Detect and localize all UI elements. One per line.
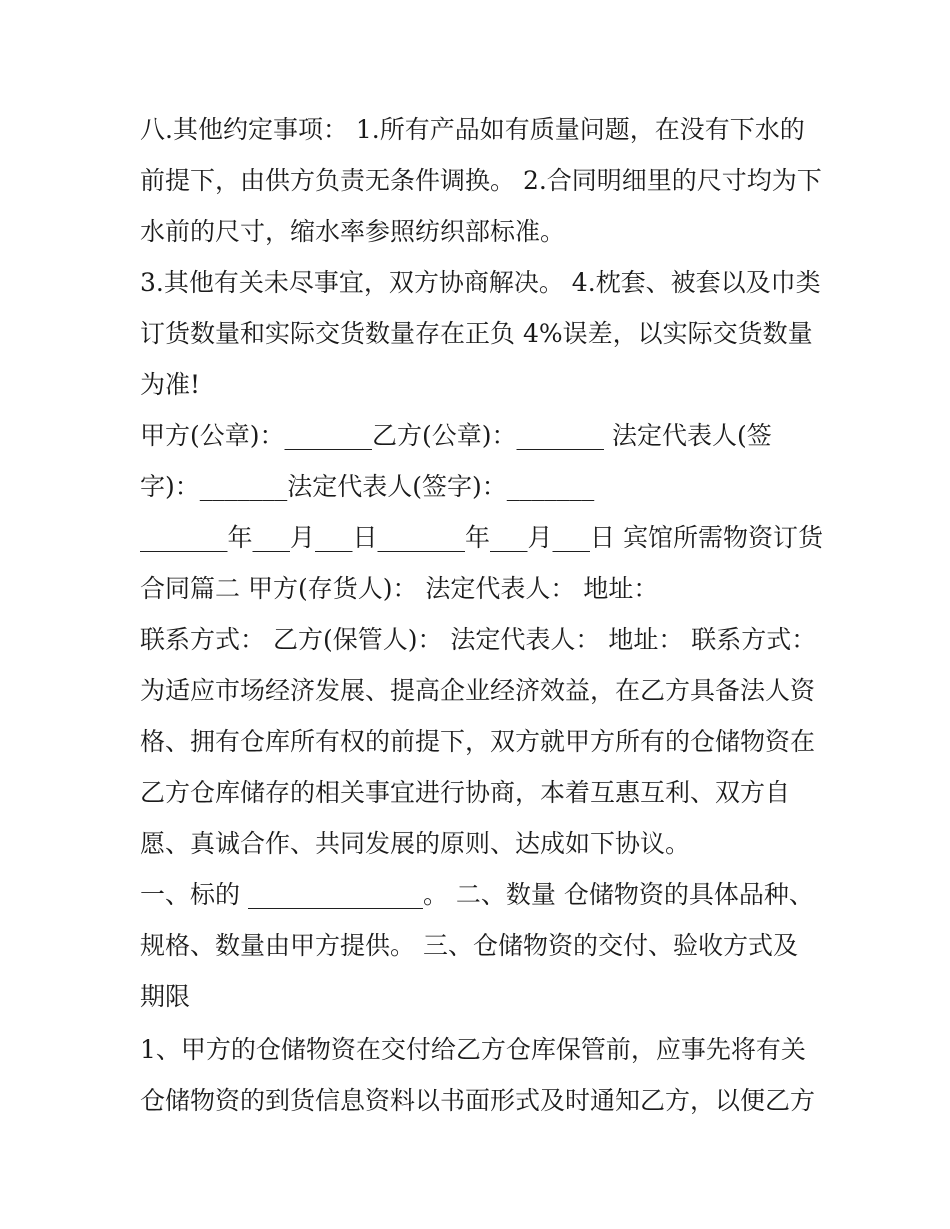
text-line: 水前的尺寸，缩水率参照纺织部标准。 xyxy=(140,217,566,246)
text-line: 规格、数量由甲方提供。 三、仓储物资的交付、验收方式及 xyxy=(140,931,798,960)
text-line: 一、标的 ______________。 二、数量 仓储物资的具体品种、 xyxy=(140,880,814,909)
text-line: 3.其他有关未尽事宜，双方协商解决。 4.枕套、被套以及巾类 xyxy=(140,268,821,297)
text-line: 愿、真诚合作、共同发展的原则、达成如下协议。 xyxy=(140,829,691,858)
text-line: 乙方仓库储存的相关事宜进行协商，本着互惠互利、双方自 xyxy=(140,778,791,807)
text-line: 甲方(公章)：_______乙方(公章)：_______ 法定代表人(签 xyxy=(140,421,772,450)
text-line: 为准! xyxy=(140,370,201,399)
text-line: 期限 xyxy=(140,982,191,1011)
text-line: 订货数量和实际交货数量存在正负 4%误差，以实际交货数量 xyxy=(140,319,813,348)
text-line: 八.其他约定事项： 1.所有产品如有质量问题，在没有下水的 xyxy=(140,115,805,144)
text-line: 仓储物资的到货信息资料以书面形式及时通知乙方，以便乙方 xyxy=(140,1086,816,1115)
text-line: 前提下，由供方负责无条件调换。 2.合同明细里的尺寸均为下 xyxy=(140,166,822,195)
text-line: 为适应市场经济发展、提高企业经济效益，在乙方具备法人资 xyxy=(140,676,816,705)
text-line: _______年___月___日_______年___月___日 宾馆所需物资订货 xyxy=(140,523,823,552)
document-body xyxy=(140,104,823,1126)
text-line: 联系方式： 乙方(保管人)： 法定代表人： 地址： 联系方式： xyxy=(140,625,817,654)
text-line: 字)：_______法定代表人(签字)：_______ xyxy=(140,472,595,501)
text-line: 合同篇二 甲方(存货人)： 法定代表人： 地址： xyxy=(140,574,659,603)
text-line: 格、拥有仓库所有权的前提下，双方就甲方所有的仓储物资在 xyxy=(140,727,816,756)
text-line: 1、甲方的仓储物资在交付给乙方仓库保管前，应事先将有关 xyxy=(140,1035,806,1064)
